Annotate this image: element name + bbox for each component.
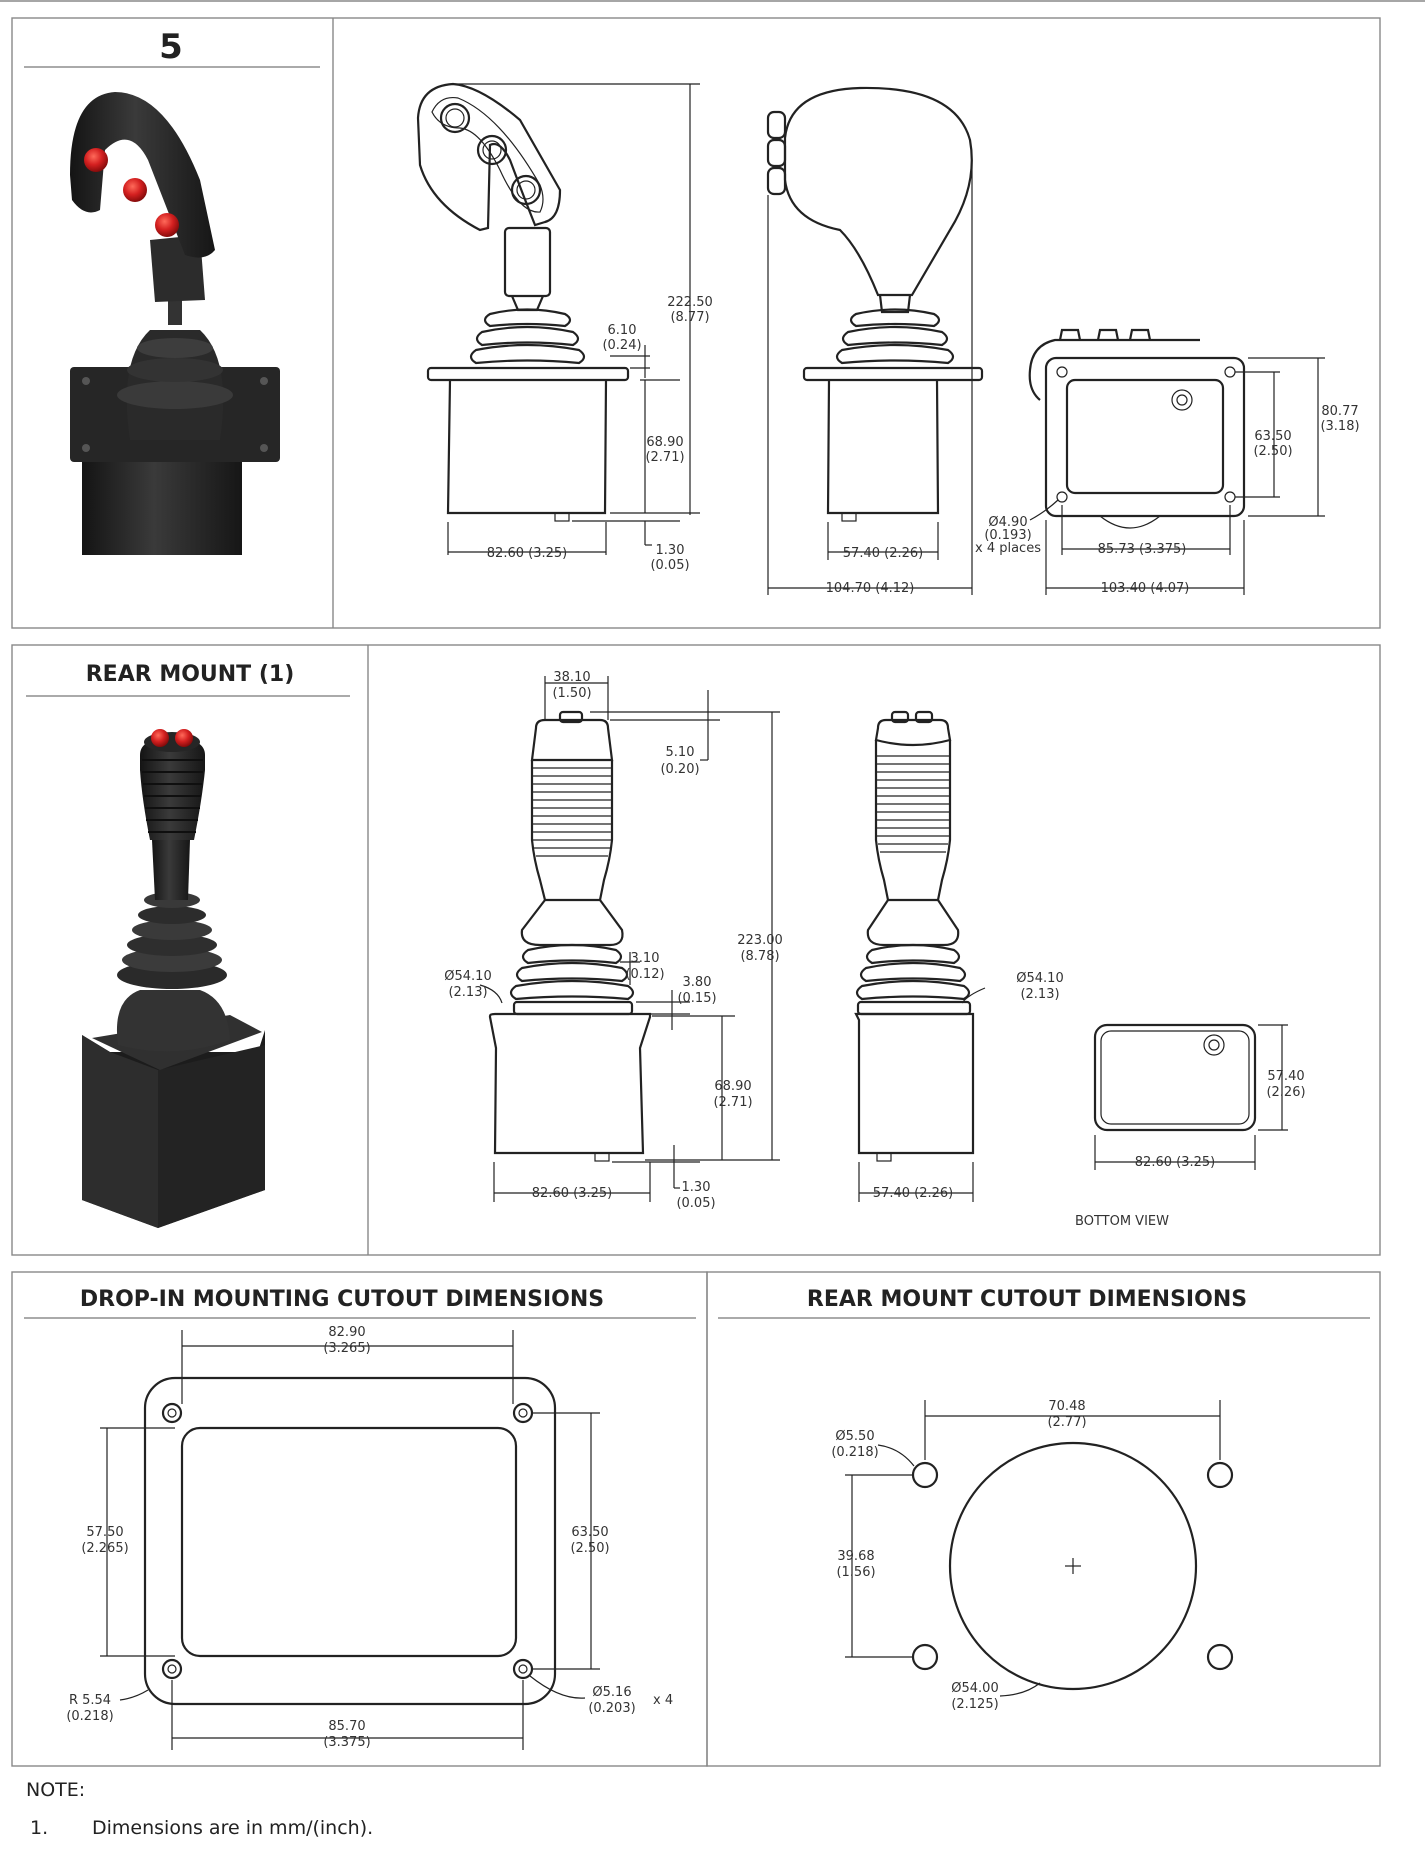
dimension-label: Ø54.10 <box>1016 971 1064 986</box>
bottom-view-rear <box>1075 1025 1306 1229</box>
dimension-label: (3.265) <box>323 1341 371 1356</box>
dimension-label: x 4 <box>653 1693 674 1708</box>
joystick-photo-rear <box>82 729 265 1228</box>
dimension-label: Ø54.00 <box>951 1681 999 1696</box>
front-view-rear <box>490 712 650 1161</box>
panel-model-5 <box>12 18 1380 628</box>
dimension-label: 57.50 <box>86 1525 124 1540</box>
dims-rear-cutout <box>831 1399 1220 1712</box>
notes-section <box>26 1779 373 1839</box>
dimension-label: (2.13) <box>448 985 488 1000</box>
panel-title-dropin: DROP-IN MOUNTING CUTOUT DIMENSIONS <box>79 1287 605 1312</box>
dims-flange-5 <box>975 358 1360 596</box>
dimension-label: (2.71) <box>713 1095 753 1110</box>
dimension-label: 57.40 (2.26) <box>872 1186 954 1201</box>
dimension-label: 82.60 (3.25) <box>1134 1155 1216 1170</box>
joystick-photo-5 <box>70 92 280 555</box>
dimension-label: 3.10 <box>630 951 660 966</box>
bottom-view-label: BOTTOM VIEW <box>1075 1214 1169 1229</box>
dimension-label: 1.30 <box>655 543 685 558</box>
red-button-icon <box>151 729 169 747</box>
dimension-label: 82.60 (3.25) <box>531 1186 613 1201</box>
dimension-label: 5.10 <box>665 745 695 760</box>
dimension-label: 70.48 <box>1048 1399 1086 1414</box>
dimension-label: (0.05) <box>676 1196 716 1211</box>
dimension-label: R 5.54 <box>68 1693 112 1708</box>
dimension-label: 82.90 <box>328 1325 366 1340</box>
dimension-label: (0.12) <box>625 967 665 982</box>
dimension-label: (3.375) <box>323 1735 371 1750</box>
dimension-label: (2.125) <box>951 1697 999 1712</box>
dimension-label: 80.77 <box>1321 404 1359 419</box>
notes-heading: NOTE: <box>26 1779 86 1801</box>
dimension-label: (2.265) <box>81 1541 129 1556</box>
dimension-label: (2.13) <box>1020 987 1060 1002</box>
side-view-rear <box>856 712 973 1161</box>
dimension-label: 6.10 <box>607 323 637 338</box>
dimension-label: 85.73 (3.375) <box>1097 542 1187 557</box>
dimension-label: Ø5.50 <box>835 1429 875 1444</box>
dimension-label: Ø54.10 <box>444 969 492 984</box>
dimension-label: (2.71) <box>645 450 685 465</box>
dimension-label: 104.70 (4.12) <box>825 581 915 596</box>
dimension-label: 57.40 (2.26) <box>842 546 924 561</box>
dimension-label: (2.50) <box>1253 444 1293 459</box>
dimension-label: (0.203) <box>588 1701 636 1716</box>
dimension-label: 223.00 <box>737 933 783 948</box>
side-view-5 <box>768 88 982 521</box>
panel-title-rear-cutout: REAR MOUNT CUTOUT DIMENSIONS <box>806 1287 1248 1312</box>
front-view-5 <box>418 84 628 521</box>
dimension-label: (0.218) <box>66 1709 114 1724</box>
dimension-label: 3.80 <box>682 975 712 990</box>
dimension-label: Ø5.16 <box>592 1685 632 1700</box>
dimension-label: (2.77) <box>1047 1415 1087 1430</box>
dimension-label: (1.56) <box>836 1565 876 1580</box>
dimension-label: (8.78) <box>740 949 780 964</box>
dimension-label: (0.193) <box>984 528 1032 543</box>
dimension-label: (1.50) <box>552 686 592 701</box>
panel-title-5: 5 <box>159 27 183 67</box>
dimension-label: 85.70 <box>328 1719 366 1734</box>
dimension-label: x 4 places <box>975 541 1041 556</box>
dimension-label: 68.90 <box>714 1079 752 1094</box>
dimension-label: 57.40 <box>1267 1069 1305 1084</box>
dimension-label: 63.50 <box>1254 429 1292 444</box>
dimension-label: (2.26) <box>1266 1085 1306 1100</box>
dimension-label: 68.90 <box>646 435 684 450</box>
dimension-label: 82.60 (3.25) <box>486 546 568 561</box>
dimension-label: 1.30 <box>681 1180 711 1195</box>
dropin-cutout-drawing <box>145 1378 555 1704</box>
dimension-label: (3.18) <box>1320 419 1360 434</box>
dimension-label: 103.40 (4.07) <box>1100 581 1190 596</box>
dimension-label: 38.10 <box>553 670 591 685</box>
dimension-label: (0.20) <box>660 762 700 777</box>
dimension-label: (0.05) <box>650 558 690 573</box>
dimension-label: 63.50 <box>571 1525 609 1540</box>
flange-top-view-5 <box>1030 330 1244 528</box>
panel-title-rear-mount: REAR MOUNT (1) <box>85 662 295 687</box>
note-number: 1. <box>30 1817 49 1839</box>
dims-side-rear <box>859 971 1064 1202</box>
red-button-icon <box>175 729 193 747</box>
dimension-label: (0.24) <box>602 338 642 353</box>
panel-dropin-cutout <box>12 1272 707 1766</box>
dimension-label: (0.15) <box>677 991 717 1006</box>
dimension-label: (8.77) <box>670 310 710 325</box>
red-button-icon <box>155 213 179 237</box>
dims-dropin <box>66 1325 673 1750</box>
dimension-label: 39.68 <box>837 1549 875 1564</box>
dimension-label: (0.218) <box>831 1445 879 1460</box>
dims-side-5 <box>768 160 972 596</box>
dimension-label: Ø4.90 <box>988 515 1028 530</box>
red-button-icon <box>123 178 147 202</box>
red-button-icon <box>84 148 108 172</box>
dimension-label: 222.50 <box>667 295 713 310</box>
panel-rear-mount <box>12 645 1380 1255</box>
note-text: Dimensions are in mm/(inch). <box>92 1817 374 1839</box>
dimension-label: (2.50) <box>570 1541 610 1556</box>
rear-cutout-drawing <box>913 1443 1232 1689</box>
panel-rear-cutout <box>707 1272 1380 1766</box>
